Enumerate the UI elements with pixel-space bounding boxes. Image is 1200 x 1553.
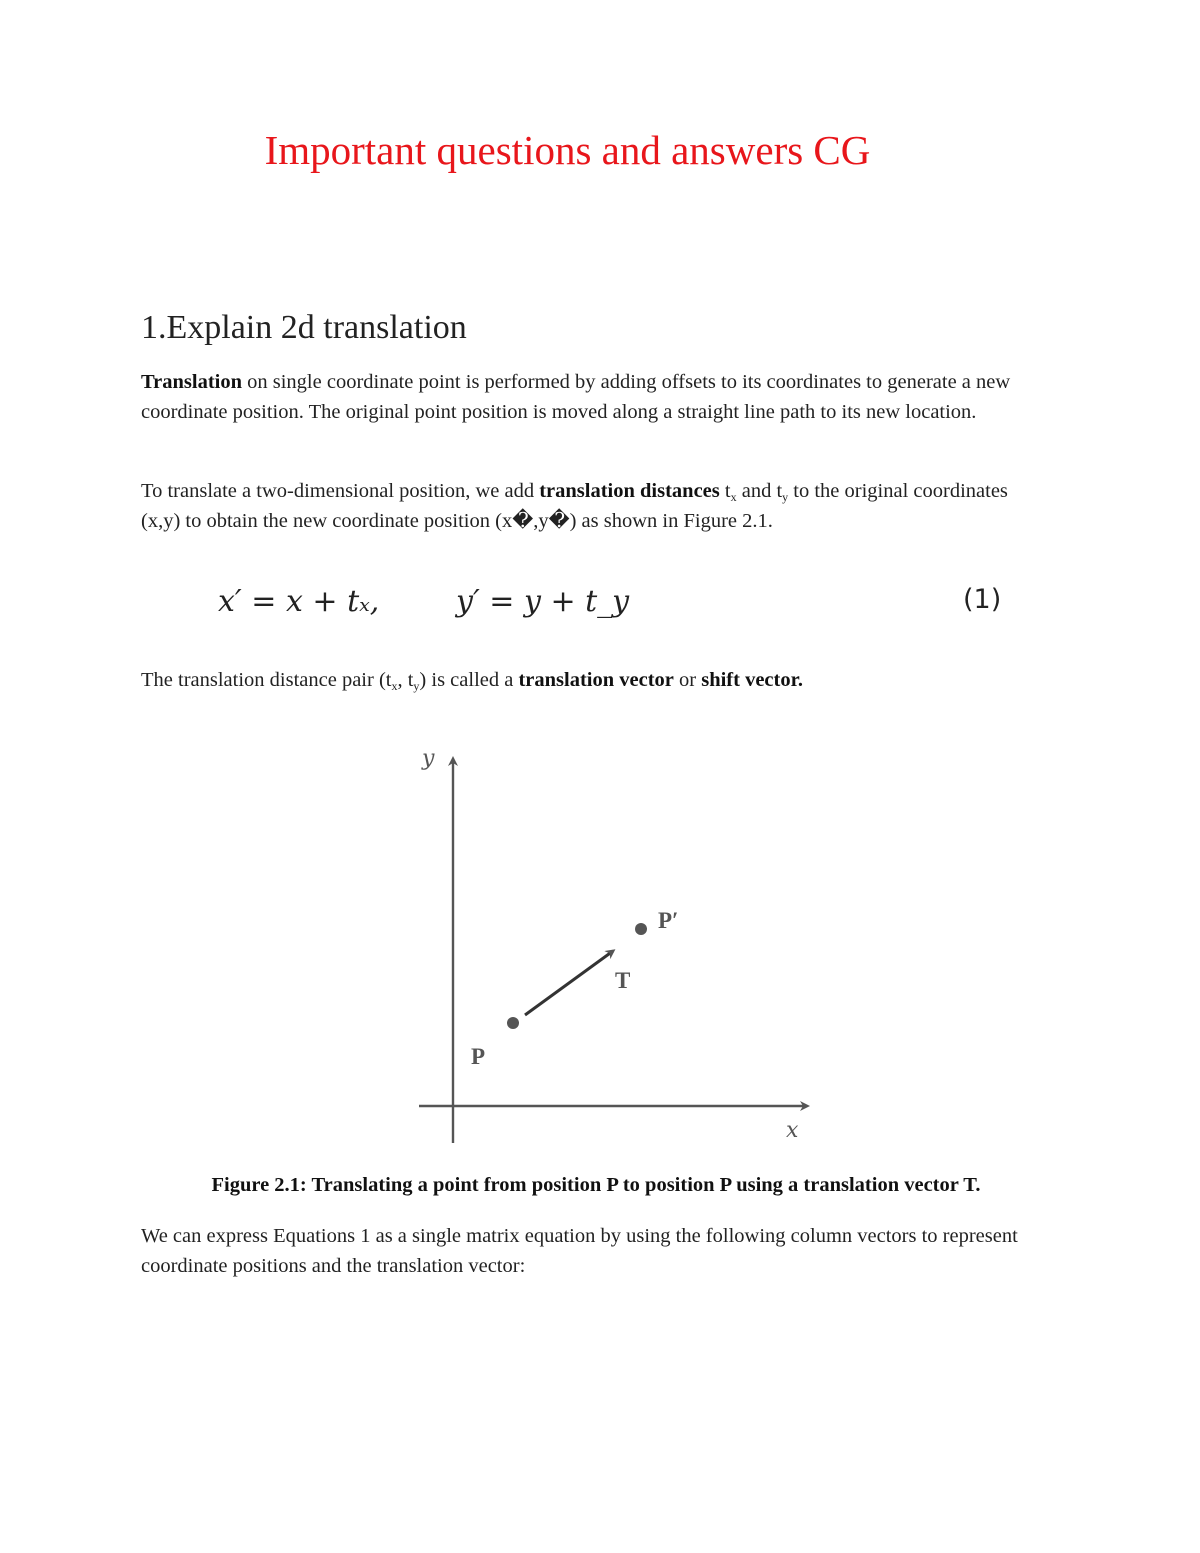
paragraph-text: or: [673, 669, 702, 691]
translation-diagram: [405, 735, 825, 1155]
point-p: [507, 1017, 519, 1029]
subscript-y: y: [413, 679, 420, 693]
term-shift-vector: shift vector.: [701, 669, 803, 691]
figure-caption: Figure 2.1: Translating a point from position P to position P using a translation vector T.: [211, 1174, 981, 1196]
paragraph-text: ) is called a: [419, 669, 519, 691]
figure-2-1: [405, 735, 825, 1155]
y-axis-label: y: [422, 746, 435, 771]
symbol-t: t: [724, 480, 731, 502]
symbol-t: t: [776, 480, 783, 502]
paragraph-text: and: [736, 480, 777, 502]
section-heading: 1.Explain 2d translation: [141, 309, 467, 346]
x-axis-label: x: [786, 1118, 799, 1143]
paragraph-text: , t: [397, 669, 414, 691]
equation-1: [218, 582, 1008, 630]
document-title: Important questions and answers CG: [264, 127, 871, 173]
term-translation-distances: translation distances: [539, 480, 720, 502]
point-p-prime: [635, 923, 647, 935]
paragraph-translation-distances: [141, 477, 1041, 536]
paragraph-translation-definition: [141, 368, 1041, 427]
translation-vector-arrow: [525, 951, 613, 1015]
equation-y-prime: y′ = y + t_y: [456, 584, 630, 619]
equation-x-prime: x′ = x + tₓ,: [218, 584, 380, 619]
subscript-x: x: [730, 490, 737, 504]
paragraph-text: on single coordinate point is performed by adding offsets to its coordinates to generate a new coordinate position. The original point position is moved along a straight line path to its new location.: [141, 371, 1011, 423]
paragraph-text: to the original coordinates (x,y) to obtain the new coordinate position (x�,y�) as shown in Figure 2.1.: [141, 480, 1008, 532]
paragraph-text: The translation distance pair (t: [141, 669, 392, 691]
point-p-prime-label: P′: [658, 908, 679, 933]
paragraph-translation-vector: [141, 666, 1041, 696]
equation-number: (1): [963, 584, 1002, 615]
paragraph-matrix-equation: We can express Equations 1 as a single matrix equation by using the following column vectors to represent coordinate positions and the translation vector:: [141, 1225, 1018, 1277]
paragraph-text: To translate a two-dimensional position, we add: [141, 480, 540, 502]
term-translation: Translation: [141, 371, 242, 393]
subscript-x: x: [391, 679, 398, 693]
vector-t-label: T: [615, 968, 631, 993]
point-p-label: P: [471, 1044, 486, 1069]
subscript-y: y: [782, 490, 789, 504]
term-translation-vector: translation vector: [518, 669, 674, 691]
